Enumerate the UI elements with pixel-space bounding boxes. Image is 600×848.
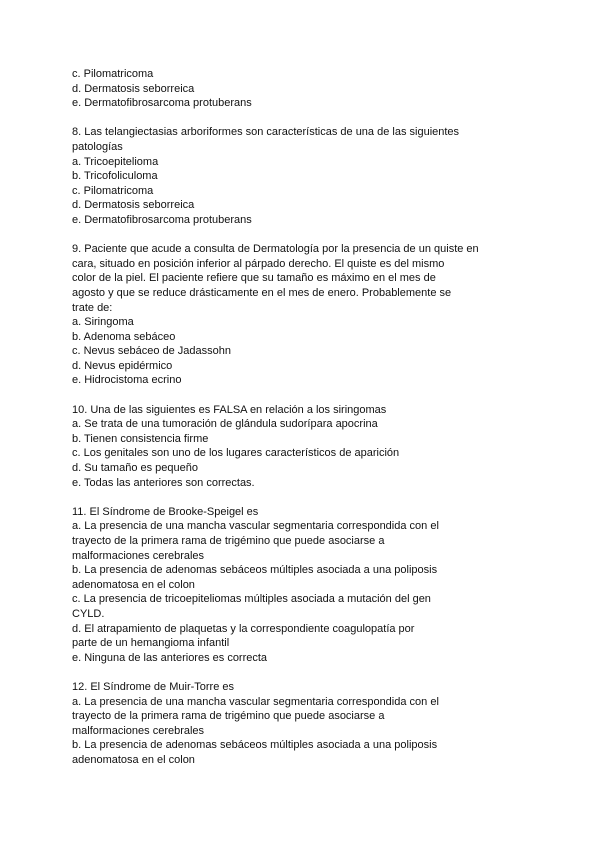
option-line: parte de un hemangioma infantil — [72, 637, 230, 650]
option-line: c. La presencia de tricoepiteliomas múltiples asociada a mutación del gen — [72, 593, 431, 606]
option-line: a. La presencia de una mancha vascular segmentaria correspondida con el — [72, 520, 439, 533]
question-11 — [72, 505, 542, 666]
document-page — [72, 67, 542, 782]
question-text: agosto y que se reduce drásticamente en el mes de enero. Probablemente se — [72, 286, 452, 299]
option-line: adenomatosa en el colon — [72, 753, 195, 766]
option-line: b. La presencia de adenomas sebáceos múltiples asociada a una poliposis — [72, 564, 438, 577]
option-line: c. Pilomatricoma — [72, 68, 154, 80]
question-text: color de la piel. El paciente refiere que su tamaño es máximo en el mes de — [72, 272, 436, 285]
question-text: cara, situado en posición inferior al párpado derecho. El quiste es del mismo — [72, 257, 445, 270]
question-text: 11. El Síndrome de Brooke-Speigel es — [72, 505, 259, 518]
option-line: e. Dermatofibrosarcoma protuberans — [72, 213, 252, 226]
option-line: c. Nevus sebáceo de Jadassohn — [72, 345, 231, 358]
question-text: 8. Las telangiectasias arboriformes son características de una de las siguientes — [72, 126, 460, 139]
intro-options — [72, 67, 542, 111]
question-9 — [72, 242, 542, 388]
question-10 — [72, 403, 542, 491]
option-line: d. Su tamaño es pequeño — [72, 462, 198, 475]
question-text: trate de: — [72, 301, 113, 314]
option-line: d. Dermatosis seborreica — [72, 82, 195, 95]
question-text: 10. Una de las siguientes es FALSA en relación a los siringomas — [72, 403, 387, 416]
option-line: adenomatosa en el colon — [72, 578, 195, 591]
option-line: e. Dermatofibrosarcoma protuberans — [72, 97, 252, 110]
question-text: patologías — [72, 140, 123, 153]
option-line: c. Pilomatricoma — [72, 184, 154, 197]
option-line: d. El atrapamiento de plaquetas y la correspondiente coagulopatía por — [72, 622, 415, 635]
option-line: b. Adenoma sebáceo — [72, 330, 176, 343]
option-line: a. La presencia de una mancha vascular segmentaria correspondida con el — [72, 695, 439, 708]
option-line: c. Los genitales son uno de los lugares característicos de aparición — [72, 447, 400, 460]
option-line: e. Ninguna de las anteriores es correcta — [72, 651, 268, 664]
option-line: e. Hidrocistoma ecrino — [72, 374, 182, 387]
question-text: 12. El Síndrome de Muir-Torre es — [72, 680, 235, 693]
option-line: e. Todas las anteriores son correctas. — [72, 476, 255, 489]
option-line: a. Se trata de una tumoración de glándula sudorípara apocrina — [72, 418, 378, 431]
option-line: trayecto de la primera rama de trigémino que puede asociarse a — [72, 710, 385, 723]
option-line: malformaciones cerebrales — [72, 549, 205, 562]
option-line: b. Tienen consistencia firme — [72, 432, 209, 445]
option-line: d. Nevus epidérmico — [72, 359, 173, 372]
option-line: a. Siringoma — [72, 316, 134, 329]
option-line: trayecto de la primera rama de trigémino que puede asociarse a — [72, 535, 385, 547]
option-line: d. Dermatosis seborreica — [72, 199, 195, 212]
question-text: 9. Paciente que acude a consulta de Dermatología por la presencia de un quiste en — [72, 243, 479, 256]
option-line: malformaciones cerebrales — [72, 724, 205, 737]
option-line: b. La presencia de adenomas sebáceos múltiples asociada a una poliposis — [72, 739, 438, 752]
option-line: CYLD. — [72, 607, 105, 620]
option-line: a. Tricoepitelioma — [72, 155, 159, 168]
question-8 — [72, 125, 542, 227]
question-12 — [72, 680, 542, 768]
option-line: b. Tricofoliculoma — [72, 170, 158, 183]
